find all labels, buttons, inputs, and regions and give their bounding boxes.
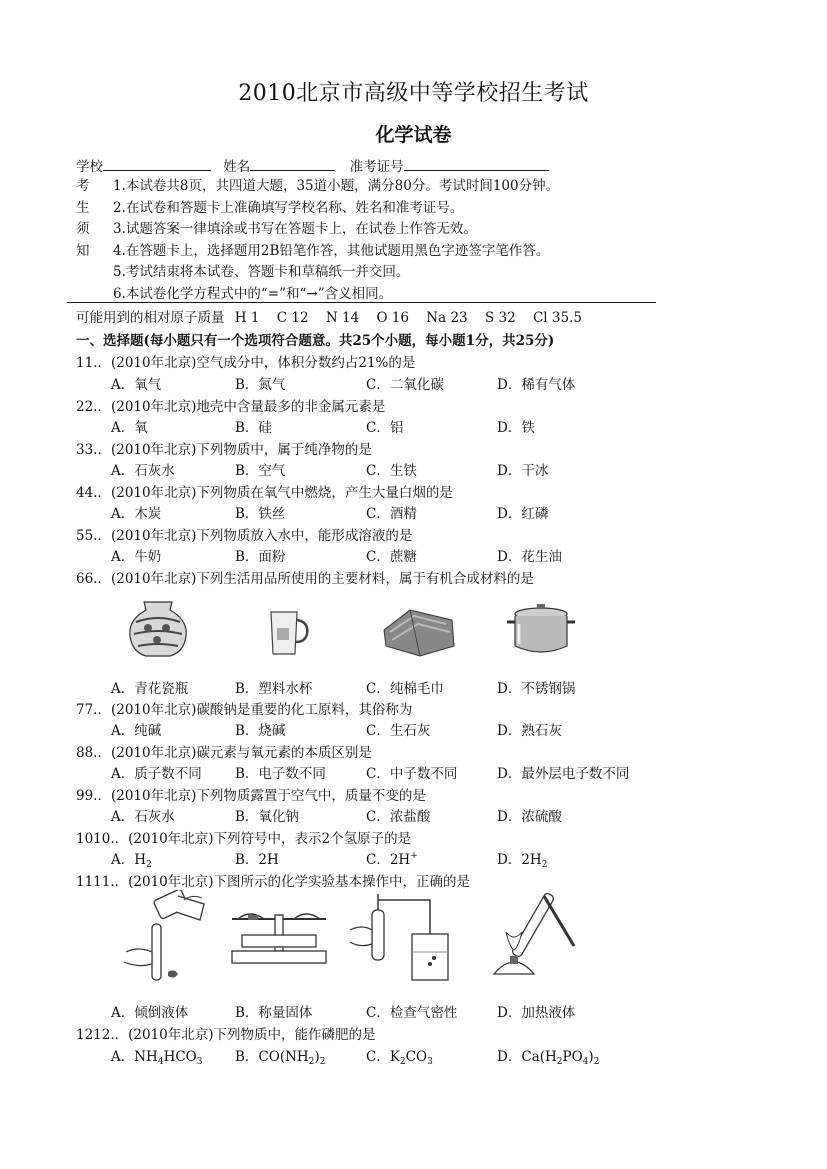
q9-option-b: B．氧化钠 [235, 809, 299, 825]
q2-option-a: A．氧 [111, 420, 148, 436]
question-9: 99.．(2010年北京)下列物质露置于空气中，质量不变的是 [76, 788, 426, 804]
q3-option-d: D．干冰 [497, 463, 549, 479]
notice-row: 知 4.在答题卡上，选择题用2B铅笔作答，其他试题用黑色字迹签字笔作答。 [76, 242, 550, 259]
q4-option-d: D．红磷 [497, 506, 549, 522]
q11-option-c: C．检查气密性 [366, 1005, 458, 1021]
q8-option-d: D．最外层电子数不同 [497, 766, 630, 782]
q9-option-c: C．浓盐酸 [366, 809, 431, 825]
question-5: 55.．(2010年北京)下列物质放入水中，能形成溶液的是 [76, 528, 413, 544]
q3-option-b: B．空气 [235, 463, 286, 479]
q1-option-c: C．二氧化碳 [366, 377, 444, 393]
notice-row: 须 3.试题答案一律填涂或书写在答题卡上，在试卷上作答无效。 [76, 221, 477, 237]
airtightness-check-image [348, 890, 452, 990]
notice-row: 6.本试卷化学方程式中的“=”和“→”含义相同。 [113, 285, 393, 302]
porcelain-vase-image [126, 598, 190, 660]
q9-option-a: A．石灰水 [111, 809, 175, 825]
question-12: 1212.．(2010年北京)下列物质中，能作磷肥的是 [76, 1027, 376, 1043]
q2-option-c: C．铝 [366, 420, 404, 436]
q7-option-c: C．生石灰 [366, 723, 431, 739]
q3-option-c: C．生铁 [366, 463, 417, 479]
q7-option-d: D．熟石灰 [497, 723, 562, 739]
q5-option-b: B．面粉 [235, 549, 286, 565]
q12-option-c: C．$K_2CO_3$ [366, 1049, 433, 1067]
cotton-towel-image [380, 602, 458, 658]
school-label: 学校 [76, 159, 103, 175]
q10-option-a: A．$H_2$ [111, 852, 152, 870]
question-2: 22.．(2010年北京)地壳中含量最多的非金属元素是 [76, 399, 386, 415]
notice-divider [67, 302, 656, 303]
q5-option-d: D．花生油 [497, 549, 562, 565]
q2-option-d: D．铁 [497, 420, 535, 436]
q8-option-c: C．中子数不同 [366, 766, 458, 782]
steel-pot-image [505, 602, 577, 660]
notice-row: 考 1.本试卷共8页，共四道大题，35道小题，满分80分。考试时间100分钟。 [76, 178, 560, 194]
notice-row: 生 2.在试卷和答题卡上准确填写学校名称、姓名和准考证号。 [76, 199, 464, 216]
atomic-mass-line: 可能用到的相对原子质量 H 1 C 12 N 14 O 16 Na 23 S 32 Cl 35.5 [76, 310, 582, 326]
balance-scale-image [228, 905, 330, 967]
name-label: 姓名 [223, 159, 251, 175]
q12-option-b: B．$CO(NH_2)_2$ [235, 1049, 326, 1067]
q1-option-a: A．氧气 [111, 377, 162, 393]
q11-option-b: B．称量固体 [235, 1005, 313, 1021]
heating-liquid-image [484, 886, 584, 986]
exam-subtitle: 化学试卷 [375, 124, 452, 146]
question-10: 1010.．(2010年北京)下列符号中，表示2个氢原子的是 [76, 831, 412, 847]
section-heading: 一、选择题(每小题只有一个选项符合题意。共25个小题，每小题1分，共25分) [76, 333, 555, 349]
q7-option-b: B．烧碱 [235, 723, 286, 739]
question-11: 1111.．(2010年北京)下图所示的化学实验基本操作中，正确的是 [76, 874, 471, 890]
candidate-info [76, 155, 549, 175]
q6-option-b: B．塑料水杯 [235, 681, 313, 697]
q1-option-b: B．氮气 [235, 377, 286, 393]
pouring-liquid-image [118, 890, 212, 990]
q5-option-a: A．牛奶 [111, 549, 162, 565]
q2-option-b: B．硅 [235, 420, 272, 436]
q6-option-a: A．青花瓷瓶 [111, 681, 189, 697]
q10-option-b: B．2H [235, 852, 279, 868]
q10-option-d: D．$2H_2$ [497, 852, 548, 870]
q12-option-d: D．$Ca(H_2PO_4)_2$ [497, 1049, 600, 1067]
q6-option-d: D．不锈钢锅 [497, 681, 576, 697]
question-1: 11.．(2010年北京)空气成分中，体积分数约占21%的是 [76, 355, 416, 371]
q8-option-b: B．电子数不同 [235, 766, 326, 782]
school-blank [103, 156, 211, 171]
question-6: 66.．(2010年北京)下列生活用品所使用的主要材料，属于有机合成材料的是 [76, 571, 534, 587]
id-label: 准考证号 [349, 159, 404, 175]
q10-option-c: C．2H+ [366, 851, 418, 868]
q9-option-d: D．浓硫酸 [497, 809, 562, 825]
question-8: 88.．(2010年北京)碳元素与氧元素的本质区别是 [76, 745, 372, 761]
q4-option-c: C．酒精 [366, 506, 417, 522]
q11-option-d: D．加热液体 [497, 1005, 576, 1021]
question-7: 77.．(2010年北京)碳酸钠是重要的化工原料，其俗称为 [76, 702, 413, 718]
exam-notices [76, 176, 559, 305]
notice-row: 5.考试结束将本试卷、答题卡和草稿纸一并交回。 [113, 264, 410, 280]
q12-option-a: A．$NH_4HCO_3$ [111, 1049, 203, 1067]
question-3: 33.．(2010年北京)下列物质中，属于纯净物的是 [76, 442, 372, 458]
question-4: 44.．(2010年北京)下列物质在氧气中燃烧，产生大量白烟的是 [76, 485, 453, 501]
name-blank [250, 156, 335, 171]
q1-option-d: D．稀有气体 [497, 377, 576, 393]
q11-option-a: A．倾倒液体 [111, 1005, 189, 1021]
q7-option-a: A．纯碱 [111, 723, 162, 739]
q3-option-a: A．石灰水 [111, 463, 175, 479]
q6-option-c: C．纯棉毛巾 [366, 681, 444, 697]
q4-option-a: A．木炭 [111, 506, 162, 522]
id-blank [404, 156, 549, 171]
q5-option-c: C．蔗糖 [366, 549, 417, 565]
plastic-cup-image [263, 606, 313, 658]
exam-title: 2010北京市高级中等学校招生考试 [238, 81, 589, 106]
q8-option-a: A．质子数不同 [111, 766, 202, 782]
q4-option-b: B．铁丝 [235, 506, 286, 522]
